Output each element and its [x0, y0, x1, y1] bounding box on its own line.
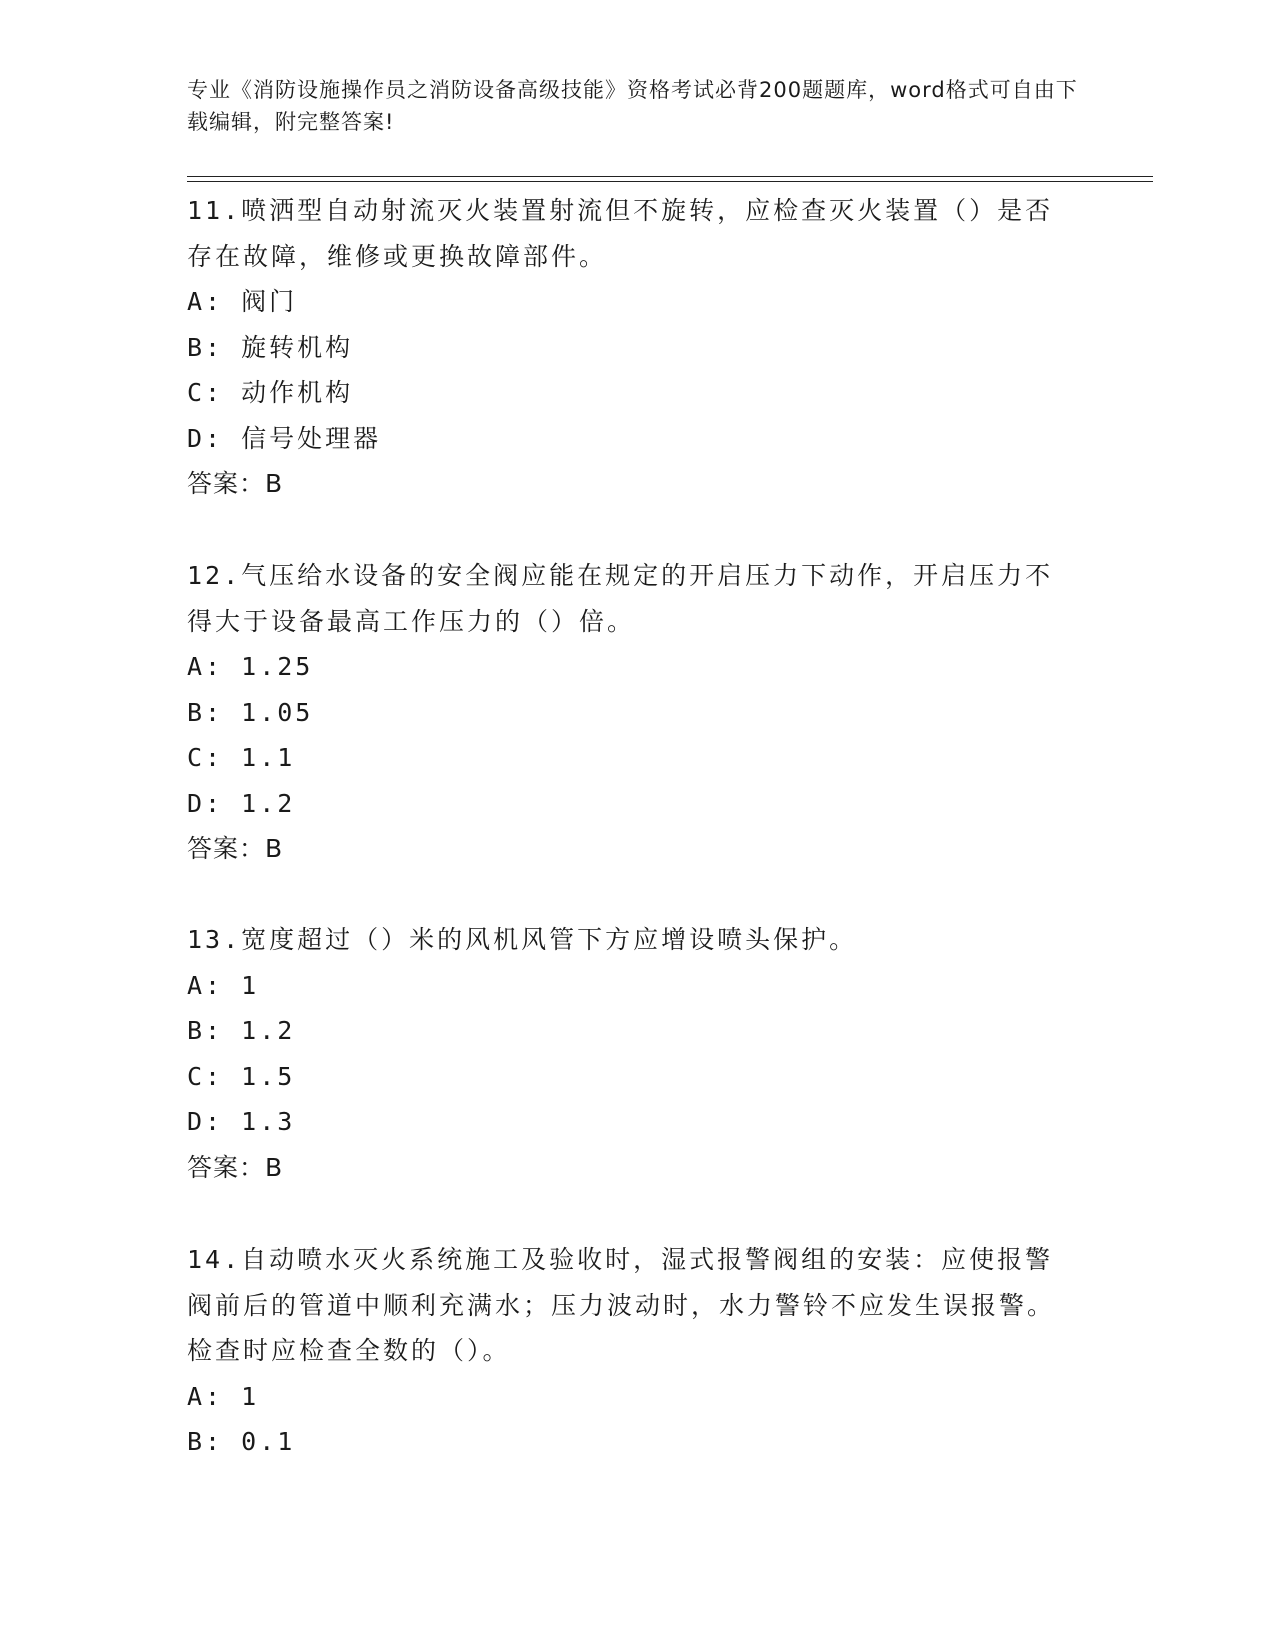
option-d: D: 1.2 [187, 788, 296, 818]
option-b: B: 1.05 [187, 697, 314, 727]
question-stem: 14.自动喷水灭火系统施工及验收时，湿式报警阀组的安装：应使报警阀前后的管道中顺利充满水；压力波动时，水力警铃不应发生误报警。检查时应检查全数的（）。 [187, 1245, 1056, 1365]
document-header [187, 74, 1087, 138]
option-b: B: 1.2 [187, 1016, 296, 1045]
question-stem: 13.宽度超过（）米的风机风管下方应增设喷头保护。 [187, 925, 858, 954]
option-c: C: 1.1 [187, 743, 296, 772]
header-divider-top [187, 176, 1153, 177]
question-stem: 11.喷洒型自动射流灭火装置射流但不旋转，应检查灭火装置（）是否存在故障，维修或更换故障部件。 [187, 196, 1054, 271]
question-11 [187, 188, 1077, 507]
header-divider-bottom [187, 181, 1153, 182]
answer: 答案：B [187, 834, 284, 863]
option-a: A: 1.25 [187, 652, 314, 681]
question-14 [187, 1237, 1077, 1465]
option-a: A: 1 [187, 1381, 260, 1411]
option-c: C: 动作机构 [187, 378, 354, 407]
option-c: C: 1.5 [187, 1061, 296, 1091]
option-a: A: 阀门 [187, 287, 298, 316]
option-b: B: 0.1 [187, 1427, 296, 1456]
option-d: D: 1.3 [187, 1107, 296, 1136]
question-13 [187, 917, 1077, 1190]
answer: 答案：B [187, 1152, 284, 1182]
question-stem: 12.气压给水设备的安全阀应能在规定的开启压力下动作，开启压力不得大于设备最高工作压力的（）倍。 [187, 561, 1054, 636]
question-12 [187, 553, 1077, 872]
answer: 答案：B [187, 469, 284, 498]
option-b: B: 旋转机构 [187, 332, 354, 362]
option-a: A: 1 [187, 970, 260, 1000]
option-d: D: 信号处理器 [187, 423, 382, 453]
header-title: 专业《消防设施操作员之消防设备高级技能》资格考试必背200题题库，word格式可自由下载编辑，附完整答案! [187, 78, 1078, 134]
